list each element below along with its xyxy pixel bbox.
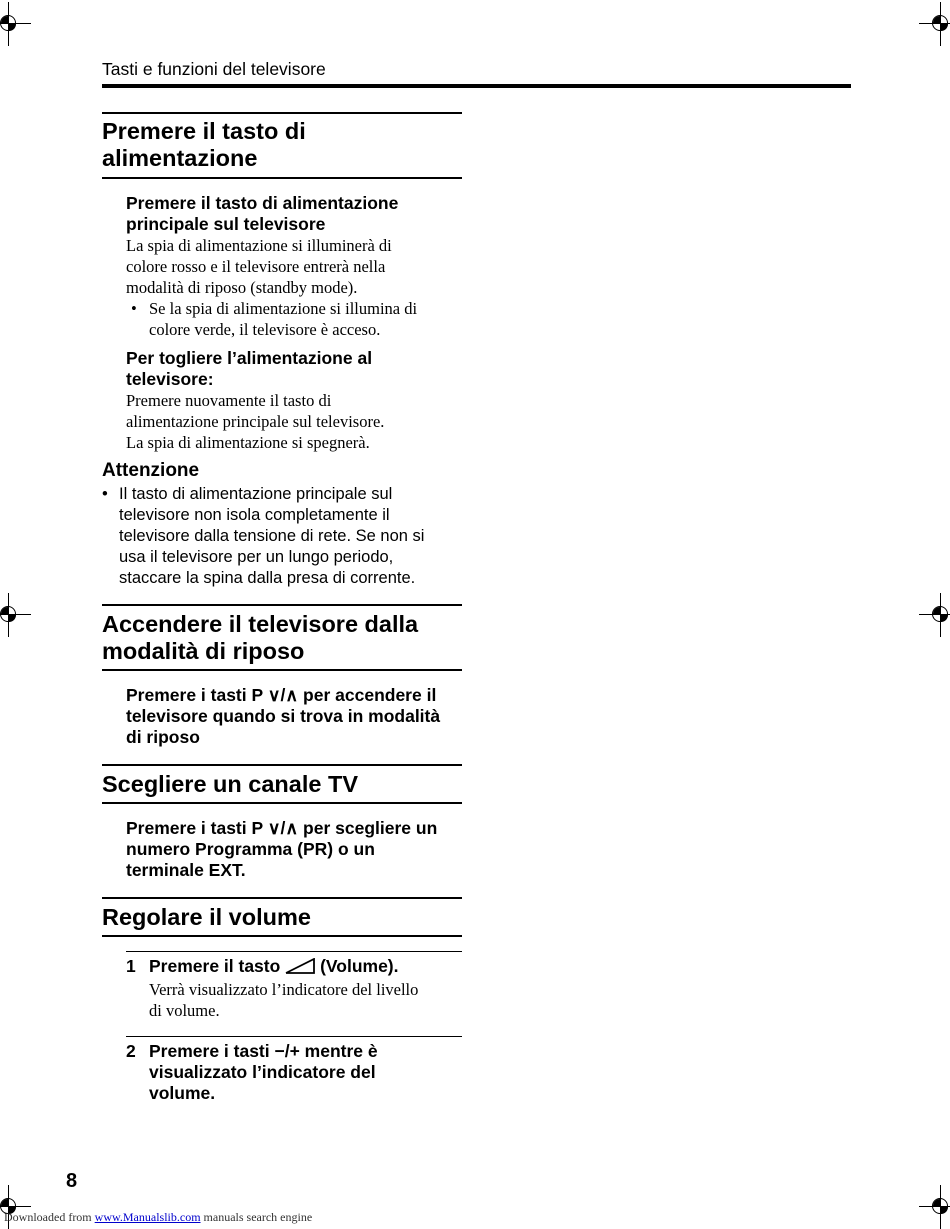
heading-line: televisore:	[126, 369, 214, 389]
step-text: Premere il tasto	[149, 956, 281, 976]
step-text: (Volume).	[320, 956, 399, 976]
body-line: La spia di alimentazione si illuminerà di	[126, 236, 392, 255]
footer-suffix: manuals search engine	[203, 1210, 313, 1224]
bullet-marker: •	[131, 299, 137, 318]
heading-line: Premere i tasti −/+ mentre è	[149, 1041, 378, 1061]
section-rule	[102, 604, 462, 606]
heading-line: volume.	[149, 1083, 216, 1103]
registration-mark-icon	[919, 2, 950, 46]
download-footer	[4, 1210, 312, 1225]
caution-text	[119, 484, 424, 589]
heading-line: visualizzato l’indicatore del	[149, 1062, 376, 1082]
body-line: colore verde, il televisore è acceso.	[149, 320, 381, 339]
body-line: usa il televisore per un lungo periodo,	[119, 548, 394, 566]
step-number: 1	[126, 956, 136, 976]
body-line: Se la spia di alimentazione si illumina di	[149, 299, 418, 318]
body-line: Il tasto di alimentazione principale sul	[119, 485, 393, 503]
section-title-volume: Regolare il volume	[102, 904, 311, 930]
step-rule	[126, 1036, 462, 1037]
body-line: Premere nuovamente il tasto di	[126, 391, 332, 410]
standby-instruction	[126, 685, 440, 748]
registration-mark-icon	[919, 593, 950, 637]
section-rule	[102, 764, 462, 766]
section-rule	[102, 897, 462, 899]
heading-line: numero Programma (PR) o un	[126, 839, 375, 859]
body-line: modalità di riposo (standby mode).	[126, 278, 358, 297]
title-line: Accendere il televisore dalla	[102, 611, 419, 637]
section-rule	[102, 802, 462, 804]
step-body	[126, 235, 392, 298]
caution-heading: Attenzione	[102, 460, 200, 481]
title-line: modalità di riposo	[102, 638, 305, 664]
section-rule	[102, 177, 462, 179]
heading-line: Premere i tasti P ∨/∧ per scegliere un	[126, 818, 438, 838]
header-rule	[102, 84, 851, 88]
section-rule	[102, 935, 462, 937]
footer-prefix: Downloaded from	[4, 1210, 92, 1224]
registration-mark-icon	[919, 1185, 950, 1229]
power-off-body	[126, 390, 384, 453]
volume-step1-heading	[149, 956, 399, 977]
volume-step1-body	[149, 979, 418, 1021]
volume-triangle-icon	[285, 958, 315, 974]
heading-line: televisore quando si trova in modalità	[126, 706, 441, 726]
footer-link[interactable]: www.Manualslib.com	[94, 1210, 201, 1224]
body-line: alimentazione principale sul televisore.	[126, 412, 385, 431]
channel-instruction	[126, 818, 437, 881]
heading-line: Premere i tasti P ∨/∧ per accendere il	[126, 685, 437, 705]
heading-line: Premere il tasto di alimentazione	[126, 193, 399, 213]
heading-line: terminale EXT.	[126, 860, 246, 880]
heading-line: principale sul televisore	[126, 214, 326, 234]
step-heading	[126, 193, 398, 235]
bullet-text	[149, 298, 417, 340]
page-number: 8	[66, 1170, 78, 1192]
body-line: Verrà visualizzato l’indicatore del livello	[149, 980, 419, 999]
heading-line: Per togliere l’alimentazione al	[126, 348, 373, 368]
body-line: staccare la spina dalla presa di corrente.	[119, 569, 416, 587]
body-line: televisore dalla tensione di rete. Se non si	[119, 527, 425, 545]
body-line: La spia di alimentazione si spegnerà.	[126, 433, 370, 452]
body-line: colore rosso e il televisore entrerà nella	[126, 257, 386, 276]
section-rule	[102, 112, 462, 114]
step-number: 2	[126, 1041, 136, 1061]
registration-mark-icon	[0, 593, 31, 637]
section-title-power	[102, 118, 472, 172]
body-line: di volume.	[149, 1001, 220, 1020]
section-rule	[102, 669, 462, 671]
body-line: televisore non isola completamente il	[119, 506, 390, 524]
title-line: Premere il tasto di	[102, 118, 306, 144]
bullet-marker: •	[102, 485, 108, 503]
registration-mark-icon	[0, 2, 31, 46]
volume-step2-heading	[149, 1041, 378, 1104]
title-line: alimentazione	[102, 145, 258, 171]
step-rule	[126, 951, 462, 952]
running-header: Tasti e funzioni del televisore	[102, 59, 326, 79]
section-title-standby	[102, 611, 472, 665]
power-off-heading	[126, 348, 372, 390]
heading-line: di riposo	[126, 727, 200, 747]
section-title-channel: Scegliere un canale TV	[102, 771, 358, 797]
